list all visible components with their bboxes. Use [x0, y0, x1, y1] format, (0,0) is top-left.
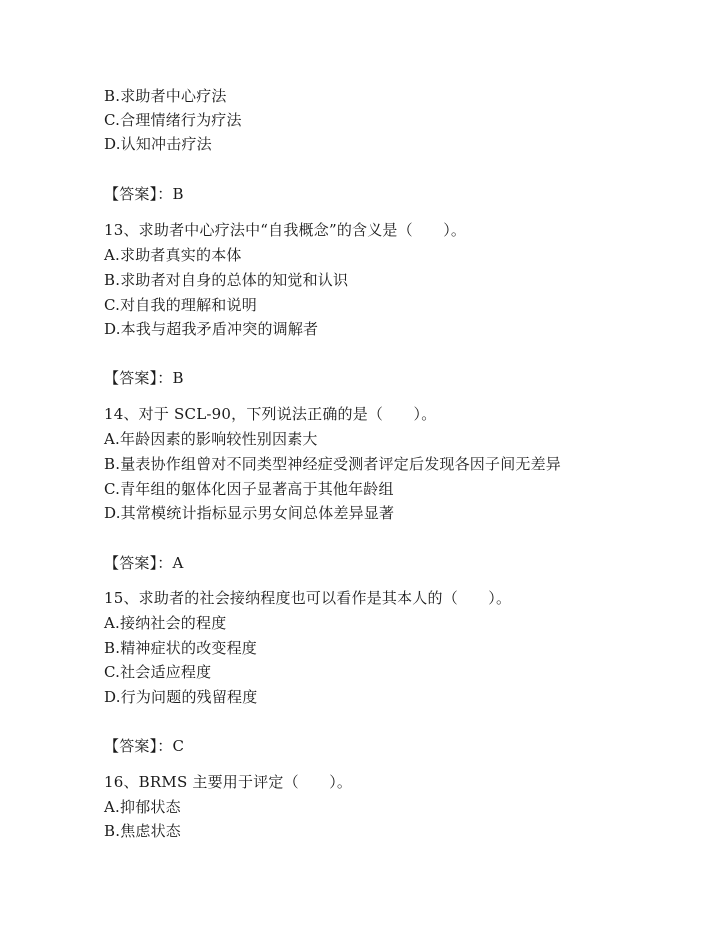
q14-answer: 【答案】：A — [104, 554, 184, 572]
q13-option-d: D.本我与超我矛盾冲突的调解者 — [104, 320, 319, 338]
q14-option-c: C.青年组的躯体化因子显著高于其他年龄组 — [104, 480, 394, 498]
q14-option-d: D.其常模统计指标显示男女间总体差异显著 — [104, 504, 395, 522]
q13-option-c: C.对自我的理解和说明 — [104, 296, 257, 314]
q14-option-a: A.年龄因素的影响较性别因素大 — [104, 430, 318, 448]
q15-option-d: D.行为问题的残留程度 — [104, 688, 258, 706]
q13-option-a: A.求助者真实的本体 — [104, 246, 242, 264]
q15-stem: 15、求助者的社会接纳程度也可以看作是其本人的（ ）。 — [104, 589, 512, 607]
q15-answer: 【答案】：C — [104, 737, 185, 755]
q12-option-d: D.认知冲击疗法 — [104, 135, 212, 153]
q12-answer: 【答案】：B — [104, 185, 184, 203]
q12-option-c: C.合理情绪行为疗法 — [104, 111, 242, 129]
q14-option-b: B.量表协作组曾对不同类型神经症受测者评定后发现各因子间无差异 — [104, 455, 561, 473]
q16-option-a: A.抑郁状态 — [104, 798, 181, 816]
q12-option-b: B.求助者中心疗法 — [104, 87, 227, 105]
q13-stem: 13、求助者中心疗法中“自我概念”的含义是（ ）。 — [104, 221, 467, 239]
q16-option-b: B.焦虑状态 — [104, 822, 181, 840]
q15-option-b: B.精神症状的改变程度 — [104, 639, 257, 657]
q13-answer: 【答案】：B — [104, 369, 184, 387]
q13-option-b: B.求助者对自身的总体的知觉和认识 — [104, 271, 349, 289]
q16-stem: 16、BRMS 主要用于评定（ ）。 — [104, 773, 353, 791]
q14-stem: 14、对于 SCL-90，下列说法正确的是（ ）。 — [104, 405, 437, 423]
q15-option-a: A.接纳社会的程度 — [104, 614, 227, 632]
q15-option-c: C.社会适应程度 — [104, 663, 212, 681]
